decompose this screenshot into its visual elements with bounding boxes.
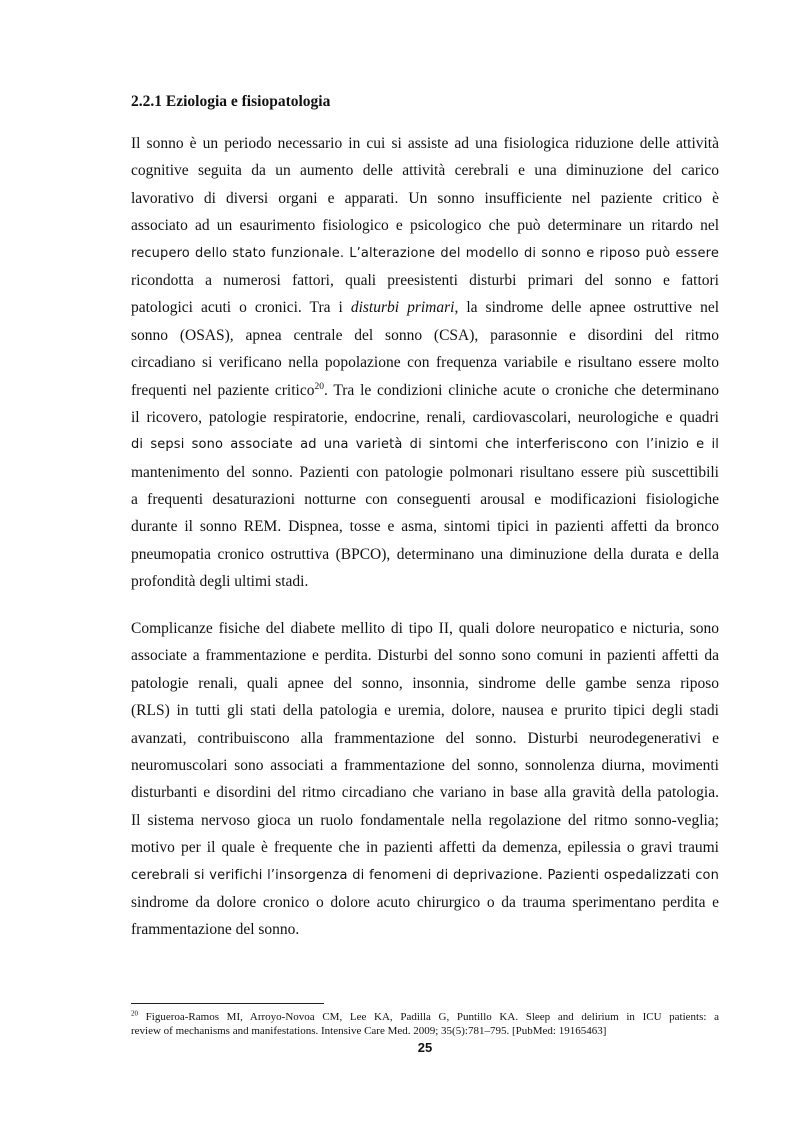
paragraph-line: Il sistema nervoso gioca un ruolo fondamentale nella regolazione del ritmo sonno-veglia; bbox=[131, 811, 719, 829]
paragraph-line bbox=[131, 377, 719, 404]
text-run: . Tra le condizioni cliniche acute o croniche che determinano bbox=[323, 381, 719, 399]
paragraph-line: Il sonno è un periodo necessario in cui si assiste ad una fisiologica riduzione delle attività bbox=[131, 135, 719, 152]
paragraph-1 bbox=[131, 130, 719, 596]
paragraph-line: il ricovero, patologie respiratorie, endocrine, renali, cardiovascolari, neurologiche e quadri bbox=[131, 408, 719, 426]
paragraph-line: patologie renali, quali apnee del sonno, insonnia, sindrome delle gambe senza riposo bbox=[131, 674, 719, 692]
paragraph-line: frammentazione del sonno. bbox=[131, 921, 300, 939]
paragraph-line: a frequenti desaturazioni notturne con conseguenti arousal e modificazioni fisiologiche bbox=[131, 491, 719, 509]
paragraph-line: associate a frammentazione e perdita. Disturbi del sonno sono comuni in pazienti affetti da bbox=[131, 647, 719, 665]
paragraph-line: avanzati, contribuiscono alla frammentazione del sonno. Disturbi neurodegenerativi e bbox=[131, 729, 719, 747]
paragraph-line: (RLS) in tutti gli stati della patologia e uremia, dolore, nausea e prurito tipici degli stadi bbox=[131, 702, 719, 720]
text-run: patologici acuti o cronici. Tra i bbox=[131, 299, 351, 317]
paragraph-line: cerebrali si verifichi l’insorgenza di fenomeni di deprivazione. Pazienti ospedalizzati con bbox=[131, 867, 719, 883]
paragraph-line: cognitive seguita da un aumento delle attività cerebrali e una diminuzione del carico bbox=[131, 162, 719, 180]
footnote-separator bbox=[131, 1003, 324, 1004]
paragraph-line: Complicanze fisiche del diabete mellito di tipo II, quali dolore neuropatico e nicturia, sono bbox=[131, 620, 719, 637]
paragraph-line: profondità degli ultimi stadi. bbox=[131, 573, 309, 591]
paragraph-line: circadiano si verificano nella popolazione con frequenza variabile e risultano essere molto bbox=[131, 354, 719, 372]
paragraph-line: lavorativo di diversi organi e apparati. Un sonno insufficiente nel paziente critico è bbox=[131, 189, 719, 207]
page-number: 25 bbox=[417, 1040, 433, 1055]
footnote-line: review of mechanisms and manifestations. Intensive Care Med. 2009; 35(5):781–795. [PubMed: 19165463] bbox=[131, 1025, 607, 1037]
paragraph-line: mantenimento del sonno. Pazienti con patologie polmonari risultano essere più suscettibili bbox=[131, 463, 719, 481]
paragraph-line: durante il sonno REM. Dispnea, tosse e asma, sintomi tipici in pazienti affetti da bronco bbox=[131, 518, 719, 536]
footnote-line bbox=[131, 1010, 719, 1024]
paragraph-2 bbox=[131, 615, 719, 944]
paragraph-line: associato ad un esaurimento fisiologico e psicologico che può determinare un ritardo nel bbox=[131, 217, 719, 235]
paragraph-line: ricondotta a numerosi fattori, quali preesistenti disturbi primari del sonno e fattori bbox=[131, 271, 719, 289]
italic-term: disturbi primari bbox=[350, 299, 455, 317]
paragraph-line: pneumopatia cronico ostruttiva (BPCO), determinano una diminuzione della durata e della bbox=[131, 545, 719, 563]
footnote-number: 20 bbox=[131, 1009, 138, 1018]
paragraph-line: neuromuscolari sono associati a frammentazione del sonno, sonnolenza diurna, movimenti bbox=[131, 756, 719, 774]
paragraph-line: motivo per il quale è frequente che in pazienti affetti da demenza, epilessia o gravi traumi bbox=[131, 839, 719, 857]
paragraph-line: sindrome da dolore cronico o dolore acuto chirurgico o da trauma sperimentano perdita e bbox=[131, 893, 719, 911]
text-run: , la sindrome delle apnee ostruttive nel bbox=[454, 299, 719, 317]
paragraph-line: sonno (OSAS), apnea centrale del sonno (CSA), parasonnie e disordini del ritmo bbox=[131, 326, 719, 344]
paragraph-line bbox=[131, 294, 719, 321]
footnote bbox=[131, 1010, 719, 1038]
footnote-text: Figueroa-Ramos MI, Arroyo-Novoa CM, Lee KA, Padilla G, Puntillo KA. Sleep and delirium in ICU patients: a bbox=[138, 1011, 719, 1023]
paragraph-line: disturbanti e disordini del ritmo circadiano che variano in base alla gravità della patologia. bbox=[131, 784, 719, 802]
footnote-ref[interactable]: 20 bbox=[314, 381, 324, 392]
section-heading: 2.2.1 Eziologia e fisiopatologia bbox=[131, 93, 331, 110]
text-run: frequenti nel paziente critico bbox=[131, 381, 315, 399]
paragraph-line: recupero dello stato funzionale. L’alterazione del modello di sonno e riposo può essere bbox=[131, 245, 719, 261]
paragraph-line: di sepsi sono associate ad una varietà di sintomi che interferiscono con l’inizio e il bbox=[131, 437, 719, 453]
